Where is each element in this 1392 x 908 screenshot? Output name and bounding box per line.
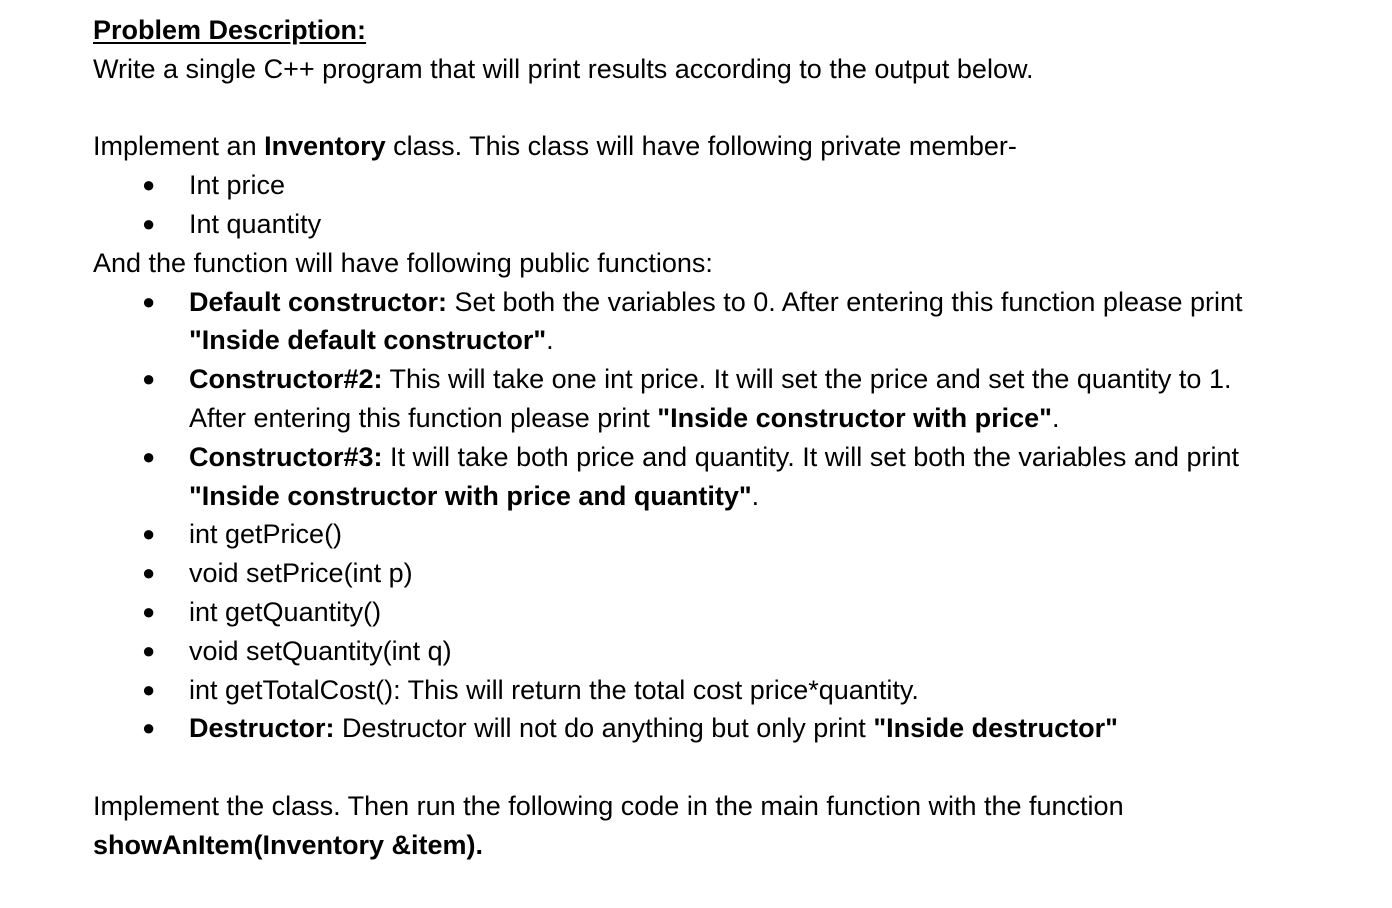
bullet-icon: ●: [142, 288, 156, 314]
closing-function: showAnItem(Inventory &item).: [93, 829, 484, 860]
function-desc: It will take both price and quantity. It will set both the variables and print: [382, 441, 1239, 472]
document-body: [93, 11, 1383, 865]
list-item: [93, 709, 1383, 748]
print-message: "Inside destructor": [873, 713, 1118, 744]
function-signature: int getTotalCost(): This will return the total cost price*quantity.: [189, 674, 919, 705]
bullet-icon: ●: [142, 443, 156, 469]
list-item: [93, 360, 1383, 438]
spacer: [93, 748, 1383, 787]
list-item: [93, 205, 1383, 244]
print-message: "Inside constructor with price": [657, 402, 1052, 433]
list-item: [93, 515, 1383, 554]
implement-post: class. This class will have following private member-: [385, 131, 1017, 162]
function-desc-cont: After entering this function please print: [189, 402, 658, 433]
bullet-icon: ●: [142, 676, 156, 702]
list-item: [93, 632, 1383, 671]
function-label: Constructor#3:: [189, 441, 383, 472]
function-tail: .: [751, 480, 760, 511]
list-item: [93, 671, 1383, 710]
print-message: "Inside default constructor": [189, 325, 547, 356]
function-desc: Destructor will not do anything but only print: [334, 713, 874, 744]
implement-text: [93, 127, 1383, 166]
bullet-icon: ●: [142, 598, 156, 624]
bullet-icon: ●: [142, 715, 156, 741]
function-label: Destructor:: [189, 713, 335, 744]
bullet-icon: ●: [142, 210, 156, 236]
function-list: [93, 283, 1383, 749]
bullet-icon: ●: [142, 172, 156, 198]
closing-text: Implement the class. Then run the following code in the main function with the function: [93, 790, 1124, 821]
list-item: [93, 438, 1383, 516]
list-item: [93, 166, 1383, 205]
function-label: Default constructor:: [189, 286, 448, 317]
member-text: Int quantity: [189, 208, 322, 239]
list-item: [93, 593, 1383, 632]
function-signature: void setPrice(int p): [189, 558, 413, 589]
spacer: [93, 89, 1383, 128]
member-list: [93, 166, 1383, 244]
function-signature: int getPrice(): [189, 519, 343, 550]
function-signature: void setQuantity(int q): [189, 635, 452, 666]
function-tail: .: [1051, 402, 1060, 433]
function-signature: int getQuantity(): [189, 596, 382, 627]
list-item: [93, 554, 1383, 593]
bullet-icon: ●: [142, 521, 156, 547]
print-message: "Inside constructor with price and quantity": [189, 480, 752, 511]
list-item: [93, 283, 1383, 361]
bullet-icon: ●: [142, 560, 156, 586]
implement-pre: Implement an: [93, 131, 265, 162]
function-desc: This will take one int price. It will set the price and set the quantity to 1.: [382, 364, 1232, 395]
class-name: Inventory: [264, 131, 386, 162]
function-label: Constructor#2:: [189, 364, 383, 395]
bullet-icon: ●: [142, 637, 156, 663]
bullet-icon: ●: [142, 366, 156, 392]
member-text: Int price: [189, 170, 286, 201]
function-tail: .: [546, 325, 554, 356]
function-desc: Set both the variables to 0. After entering this function please print: [447, 286, 1243, 317]
functions-intro: And the function will have following public functions:: [93, 247, 713, 278]
intro-text: Write a single C++ program that will print results according to the output below.: [93, 53, 1034, 84]
problem-heading: Problem Description:: [93, 15, 367, 45]
